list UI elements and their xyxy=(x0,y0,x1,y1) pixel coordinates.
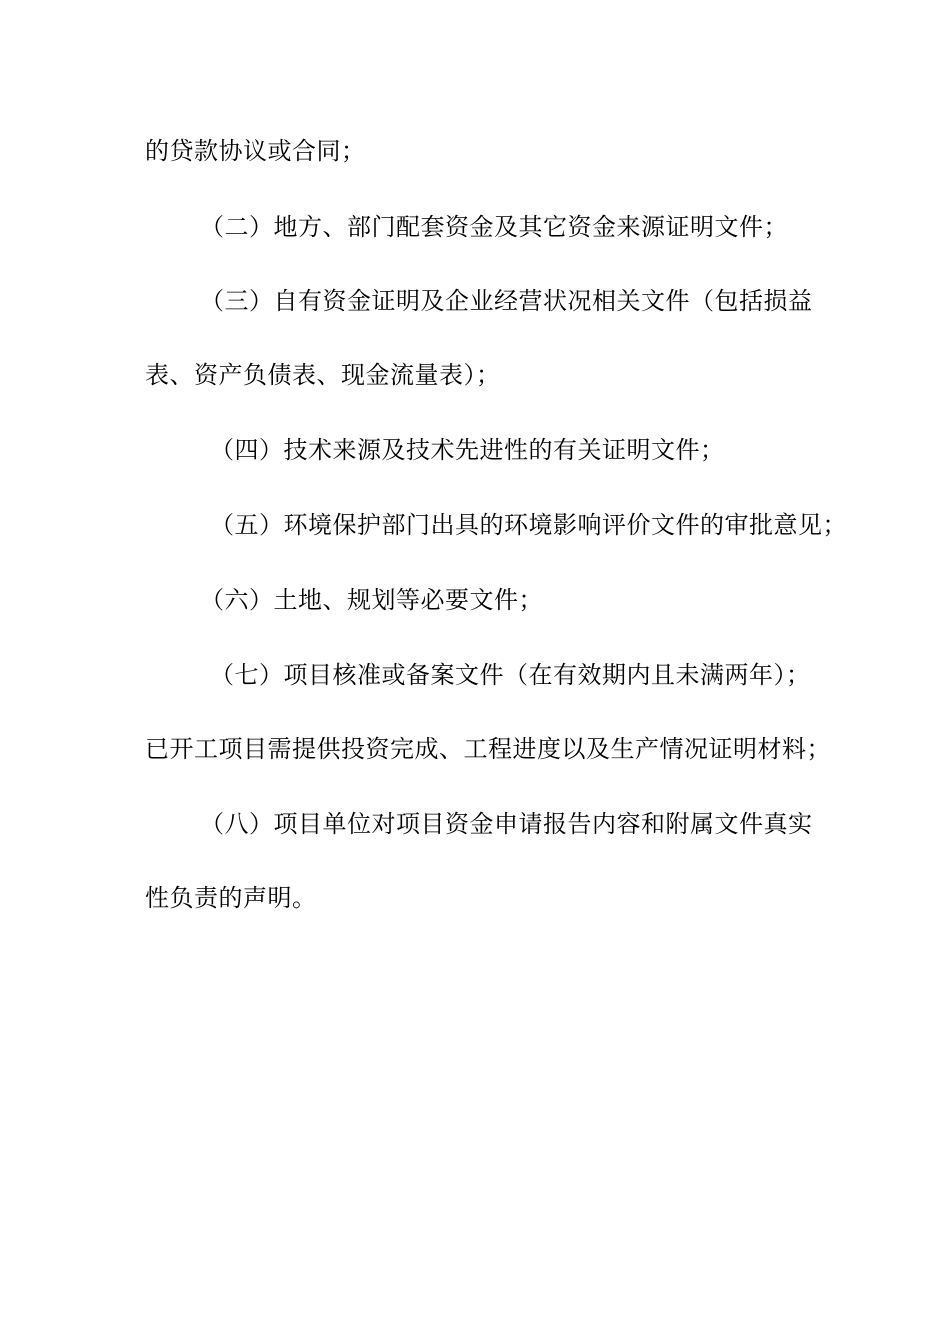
text-line-4: 表、资产负债表、现金流量表）； xyxy=(145,361,501,389)
text-line-11: 性负责的声明。 xyxy=(145,884,317,912)
text-line-3: （三）自有资金证明及企业经营状况相关文件（包括损益 xyxy=(200,287,813,315)
text-line-7: （六）土地、规划等必要文件； xyxy=(200,586,543,614)
text-line-6: （五）环境保护部门出具的环境影响评价文件的审批意见； xyxy=(210,511,847,539)
text-line-2: （二）地方、部门配套资金及其它资金来源证明文件； xyxy=(200,213,788,241)
text-line-9: 已开工项目需提供投资完成、工程进度以及生产情况证明材料； xyxy=(145,735,831,763)
text-line-10: （八）项目单位对项目资金申请报告内容和附属文件真实 xyxy=(200,810,813,838)
text-line-5: （四）技术来源及技术先进性的有关证明文件； xyxy=(210,436,725,464)
text-line-8: （七）项目核准或备案文件（在有效期内且未满两年）； xyxy=(210,661,811,689)
text-line-1: 的贷款协议或合同； xyxy=(145,137,366,165)
